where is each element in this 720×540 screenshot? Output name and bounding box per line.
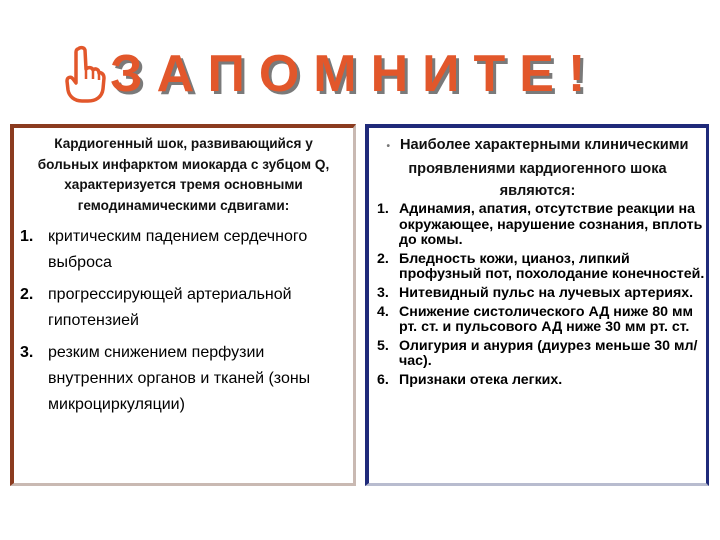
list-item-number: 2. (377, 250, 389, 267)
title-text: ЗАПОМНИТЕ! (110, 45, 600, 103)
list-item (369, 373, 706, 389)
left-panel-intro: Кардиогенный шок, развивающийся у больных инфарктом миокарда с зубцом Q, характеризуется тремя основными гемодинамическими сдвигами: (37, 136, 330, 213)
list-item-number: 3. (377, 284, 389, 301)
right-panel-intro-text: Наиболее характерными клиническими проявлениями кардиогенного шока являются: (400, 137, 689, 199)
right-panel (365, 124, 709, 486)
right-list (369, 202, 706, 389)
list-item-text: Нитевидный пульс на лучевых артериях. (399, 284, 694, 301)
list-item-text: Олигурия и анурия (диурез меньше 30 мл/час). (399, 337, 698, 370)
list-item (14, 340, 353, 418)
list-item (14, 282, 353, 334)
list-item-number: 1. (377, 201, 389, 217)
list-item-text: Бледность кожи, цианоз, липкий профузный пот, похолодание конечностей. (399, 250, 705, 283)
list-item (369, 252, 706, 283)
list-item-text: Признаки отека легких. (399, 371, 563, 388)
right-panel-intro (375, 134, 700, 202)
list-item (369, 286, 706, 302)
list-item-number: 1. (20, 228, 34, 245)
list-item-number: 4. (377, 303, 389, 320)
list-item (369, 305, 706, 336)
bullet-icon: • (386, 141, 391, 152)
list-item-number: 6. (377, 371, 389, 388)
list-item (369, 202, 706, 249)
list-item (369, 339, 706, 370)
list-item-text: Адинамия, апатия, отсутствие реакции на окружающее, нарушение сознания, вплоть до комы. (399, 201, 703, 249)
list-item-text: резким снижением перфузии внутренних органов и тканей (зоны микроциркуляции) (48, 344, 311, 413)
list-item-text: Снижение систолического АД ниже 80 мм рт. ст. и пульсового АД ниже 30 мм рт. ст. (399, 303, 694, 336)
list-item (14, 224, 353, 276)
list-item-number: 5. (377, 337, 389, 354)
list-item-text: критическим падением сердечного выброса (48, 228, 308, 271)
list-item-number: 3. (20, 344, 34, 361)
left-panel (10, 124, 356, 486)
left-list (14, 224, 353, 418)
pointing-hand-icon (58, 45, 106, 103)
list-item-text: прогрессирующей артериальной гипотензией (48, 286, 292, 329)
slide-title (58, 44, 678, 104)
list-item-number: 2. (20, 286, 34, 303)
